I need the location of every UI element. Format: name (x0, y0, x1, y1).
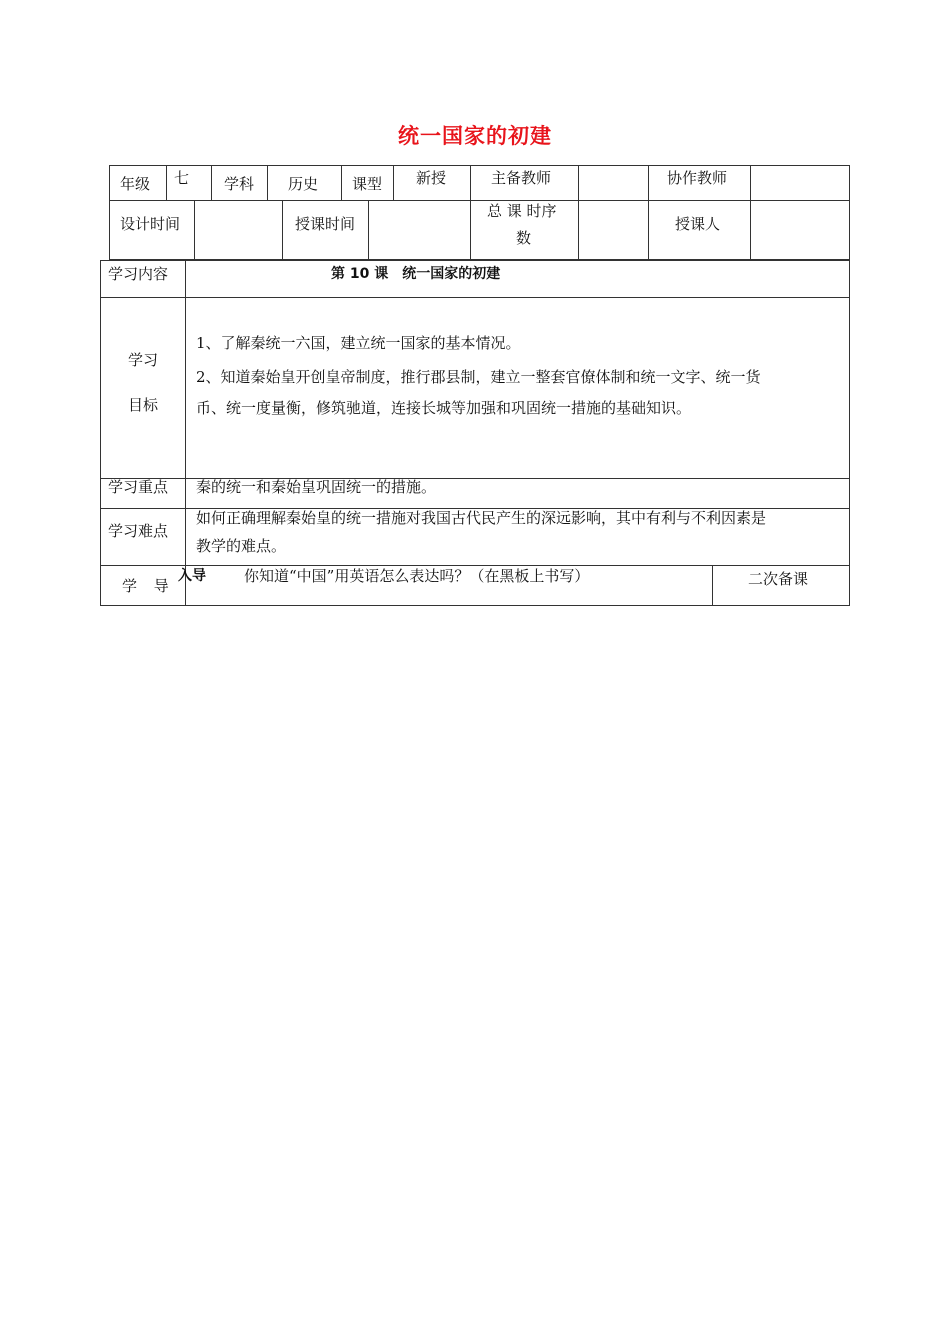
second-prep-label: 二次备课 (748, 570, 809, 588)
lead-teacher-label: 主备教师 (491, 169, 552, 187)
teach-time-label: 授课时间 (295, 215, 356, 233)
goal-item-1: 1、了解秦统一六国，建立统一国家的基本情况。 (196, 334, 521, 352)
difficulty-value-line1: 如何正确理解秦始皇的统一措施对我国古代民产生的深远影响，其中有利与不利因素是 (196, 509, 767, 527)
goal-item-2-line2: 币、统一度量衡，修筑驰道，连接长城等加强和巩固统一措施的基础知识。 (196, 399, 692, 417)
guide-label: 学 导 (122, 577, 175, 595)
intro-text: 你知道“中国”用英语怎么表达吗？（在黑板上书写） (244, 567, 590, 585)
lesson-type-label: 课型 (352, 175, 383, 193)
grade-label: 年级 (120, 175, 151, 193)
intro-label: 入导 (178, 568, 206, 584)
teacher-label: 授课人 (675, 215, 721, 233)
subject-label: 学科 (224, 175, 255, 193)
assist-teacher-label: 协作教师 (667, 169, 728, 187)
goal-item-2-line1: 2、知道秦始皇开创皇帝制度，推行郡县制，建立一整套官僚体制和统一文字、统一货 (196, 368, 761, 386)
difficulty-label: 学习难点 (108, 522, 169, 540)
goals-label-line1: 学习 (128, 351, 159, 369)
header-table (109, 165, 850, 260)
key-points-label: 学习重点 (108, 478, 169, 496)
lesson-type-value: 新授 (416, 169, 447, 187)
design-time-label: 设计时间 (120, 215, 181, 233)
goals-label-line2: 目标 (128, 396, 159, 414)
total-order-label-line2: 数 (516, 229, 532, 247)
key-points-value: 秦的统一和秦始皇巩固统一的措施。 (196, 478, 437, 496)
page-title: 统一国家的初建 (398, 124, 552, 148)
content-label: 学习内容 (108, 265, 169, 283)
grade-value: 七 (174, 169, 190, 187)
total-order-label-line1: 总 课 时序 (487, 202, 557, 220)
subject-value: 历史 (288, 175, 319, 193)
difficulty-value-line2: 教学的难点。 (196, 537, 287, 555)
lesson-heading: 第 10 课 统一国家的初建 (331, 266, 501, 282)
